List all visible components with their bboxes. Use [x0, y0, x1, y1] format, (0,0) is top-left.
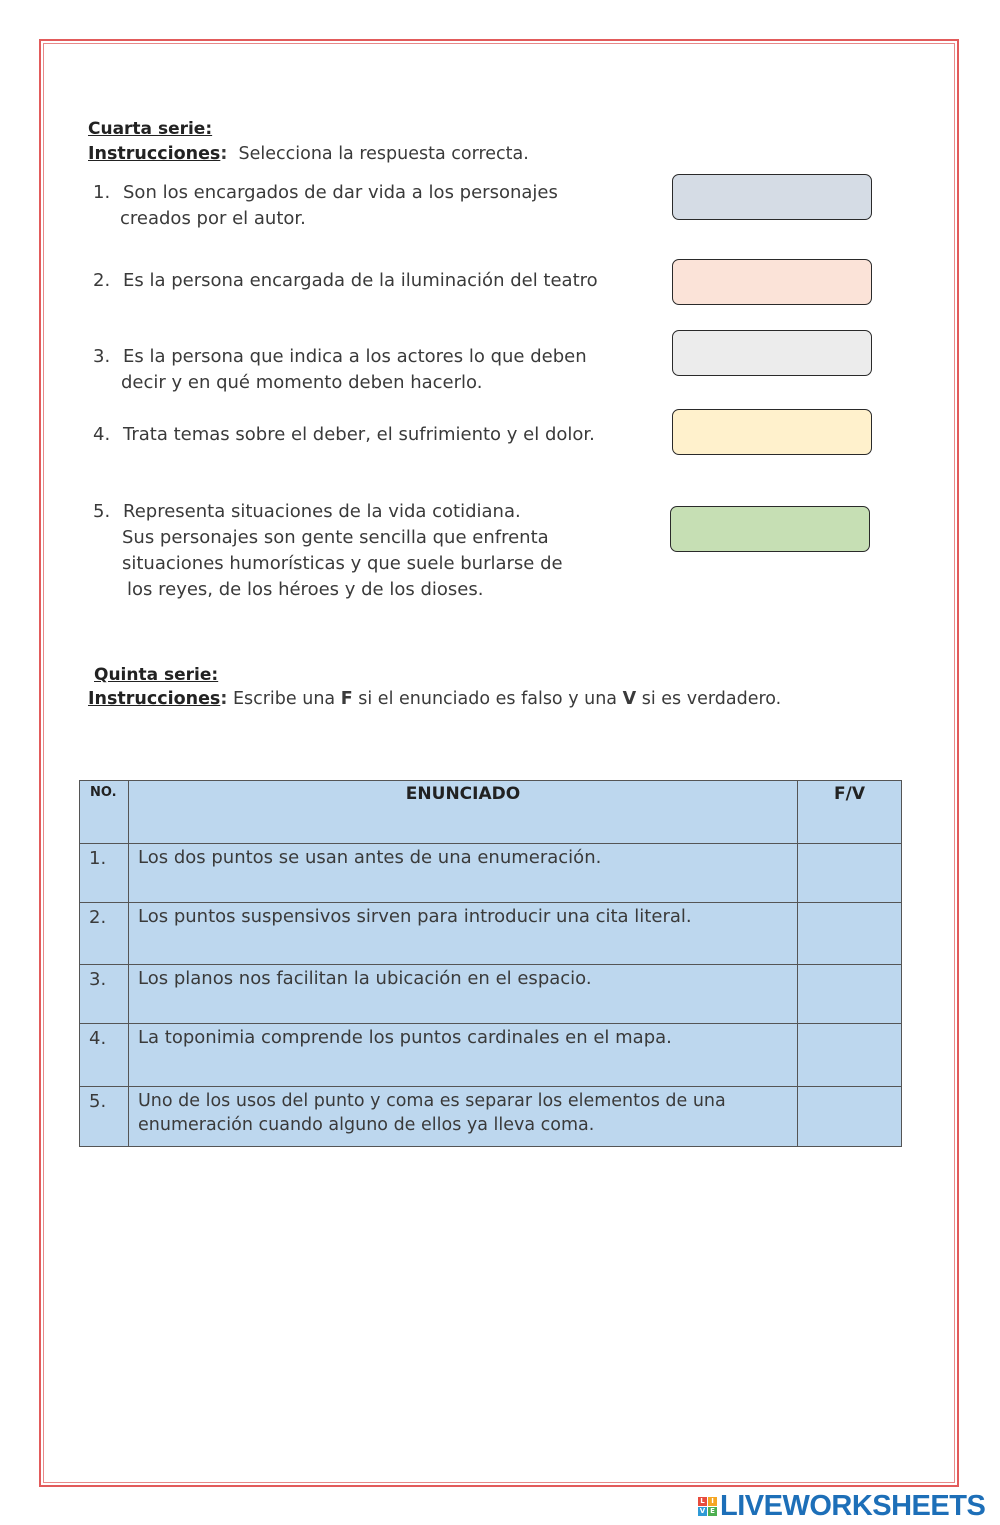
fv-answer-cell-5[interactable] — [798, 1087, 902, 1147]
answer-box-4[interactable] — [672, 409, 872, 455]
instructions-text: Selecciona la respuesta correcta. — [238, 144, 529, 164]
answer-box-2[interactable] — [672, 259, 872, 305]
question-4: 4. Trata temas sobre el deber, el sufrimiento y el dolor. — [93, 424, 595, 445]
question-1: 1. Son los encargados de dar vida a los personajes creados por el autor. — [93, 182, 558, 229]
liveworksheets-logo[interactable] — [698, 1490, 985, 1522]
table-header-row — [80, 781, 902, 844]
answer-box-5[interactable] — [670, 506, 870, 552]
table-row: 1. Los dos puntos se usan antes de una enumeración. — [80, 844, 902, 903]
instructions-label: Instrucciones — [88, 144, 221, 164]
section4-instructions: Instrucciones: Selecciona la respuesta correcta. — [88, 144, 529, 164]
section5-title: Quinta serie: — [94, 665, 219, 685]
question-3: 3. Es la persona que indica a los actores lo que deben decir y en qué momento deben hacerlo. — [93, 346, 587, 393]
fv-answer-cell-3[interactable] — [798, 965, 902, 1024]
section5-instructions: Instrucciones: Escribe una F si el enunciado es falso y una V si es verdadero. — [88, 689, 782, 709]
question-2: 2. Es la persona encargada de la iluminación del teatro — [93, 270, 598, 291]
fv-answer-cell-4[interactable] — [798, 1024, 902, 1087]
table-row: 3. Los planos nos facilitan la ubicación en el espacio. — [80, 965, 902, 1024]
table-row: 5. Uno de los usos del punto y coma es separar los elementos de una enumeración cuando alguno de ellos ya lleva coma. — [80, 1087, 902, 1147]
fv-answer-cell-2[interactable] — [798, 903, 902, 965]
table-row: 4. La toponimia comprende los puntos cardinales en el mapa. — [80, 1024, 902, 1087]
liveworksheets-wordmark: LIVEWORKSHEETS — [720, 1489, 986, 1522]
question-5: 5. Representa situaciones de la vida cotidiana. Sus personajes son gente sencilla que enfrenta situaciones humorísticas y que suele burlarse de los reyes, de los héroes y de los dioses. — [93, 501, 563, 600]
table-row: 2. Los puntos suspensivos sirven para introducir una cita literal. — [80, 903, 902, 965]
header-no: NO. — [80, 781, 129, 844]
header-fv: F/V — [798, 781, 902, 844]
fv-answer-cell-1[interactable] — [798, 844, 902, 903]
section4-title: Cuarta serie: — [88, 119, 213, 139]
true-false-table — [79, 780, 902, 1147]
instructions-label: Instrucciones — [88, 689, 221, 709]
answer-box-3[interactable] — [672, 330, 872, 376]
liveworksheets-icon: L I V E — [698, 1497, 717, 1516]
answer-box-1[interactable] — [672, 174, 872, 220]
header-statement: ENUNCIADO — [129, 781, 798, 844]
